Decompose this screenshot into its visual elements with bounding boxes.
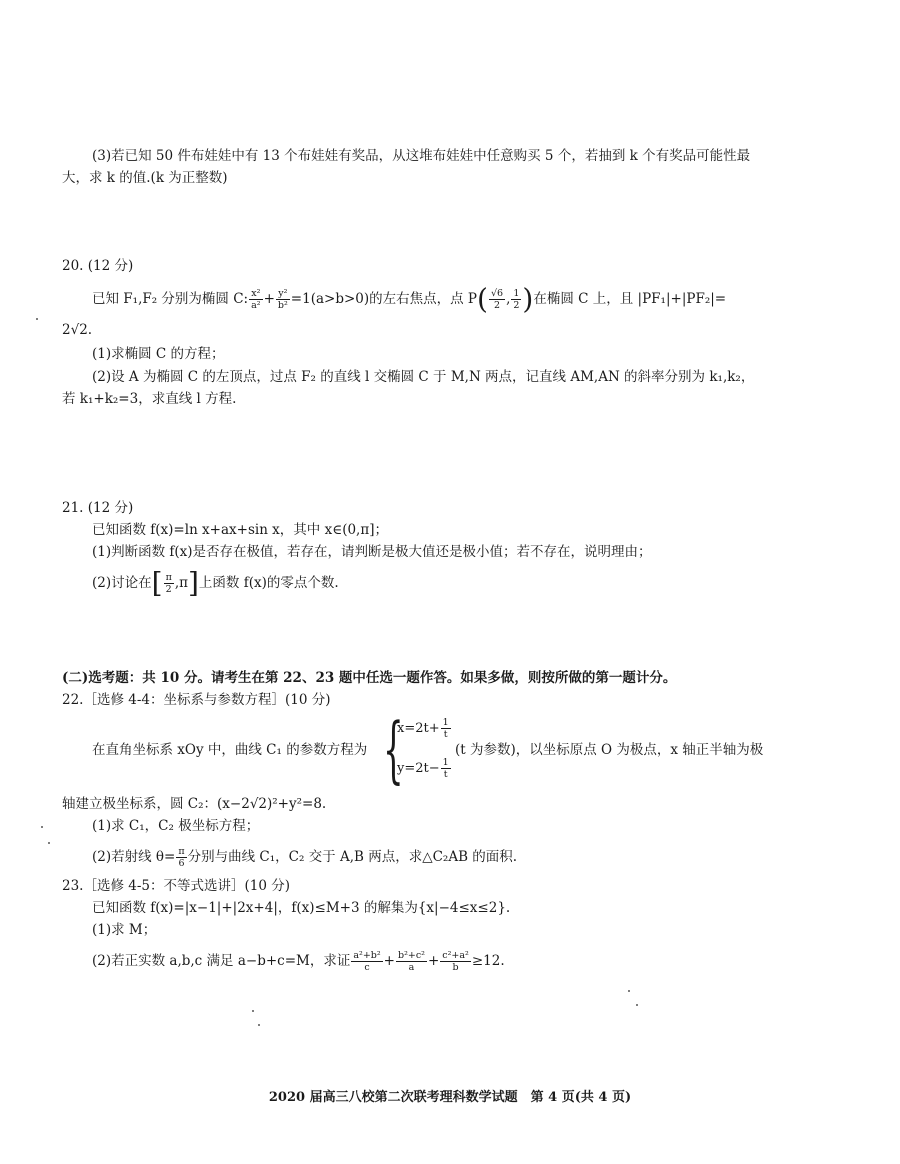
q20-stem-cont: 2√2. xyxy=(62,322,93,338)
scan-speck xyxy=(36,318,38,320)
q21-part1: (1)判断函数 f(x)是否存在极值，若存在，请判断是极大值还是极小值；若不存在，说明理由； xyxy=(92,544,652,560)
q20-part2-line1: (2)设 A 为椭圆 C 的左顶点，过点 F₂ 的直线 l 交椭圆 C 于 M,N 两点，记直线 AM,AN 的斜率分别为 k₁,k₂， xyxy=(92,369,755,385)
q21-part2-mid: ,π xyxy=(174,575,188,591)
q23-part2-a: (2)若正实数 a,b,c 满足 a−b+c=M，求证 xyxy=(92,953,351,969)
scan-speck xyxy=(48,842,50,844)
q21-stem: 已知函数 f(x)=ln x+ax+sin x，其中 x∈(0,π]； xyxy=(92,522,388,538)
q20-part1: (1)求椭圆 C 的方程； xyxy=(92,346,225,362)
q21-right-bracket: ] xyxy=(187,566,199,600)
q21-part2 xyxy=(92,566,339,600)
q20-stem-a: 已知 F₁,F₂ 分别为椭圆 C: xyxy=(92,291,249,307)
q23-part2-end: ≥12. xyxy=(471,953,505,969)
q20-stem-b: =1(a>b>0)的左右焦点，点 P xyxy=(290,291,478,307)
q20-right-paren: ) xyxy=(522,282,534,316)
q21-frac-pi-2: $\frac{\pi}{2}$ xyxy=(165,572,172,595)
q19-part3-line2: 大，求 k 的值.(k 为正整数) xyxy=(62,170,228,186)
q21-left-bracket: [ xyxy=(151,566,163,600)
scan-speck xyxy=(636,1004,638,1006)
q23-part2: (2)若正实数 a,b,c 满足 a−b+c=M，求证 $\frac{\text{a²+b²}}{c}$ + $\frac{\text{b²+c²}}{a}$ + $\frac{\text{c²+a²}}{b}$ ≥12. xyxy=(92,950,505,973)
q22-part2-a: (2)若射线 θ= xyxy=(92,849,176,865)
q21-header: 21. (12 分) xyxy=(62,500,134,516)
q20-frac-y2b2: $\frac{\text{y²}}{\text{b²}}$ xyxy=(277,288,288,311)
q22-param-system xyxy=(383,707,453,791)
q20-stem-c: 在椭圆 C 上，且 |PF₁|+|PF₂|= xyxy=(533,291,727,307)
q23-header: 23.［选修 4-5：不等式选讲］(10 分) xyxy=(62,878,291,894)
q23-frac-2: $\frac{\text{b²+c²}}{a}$ xyxy=(397,950,425,973)
q20-frac-1-2: $\frac{1}{2}$ xyxy=(513,288,520,311)
q22-frac-pi-6: $\frac{\pi}{6}$ xyxy=(178,846,185,869)
q21-part2-b: 上函数 f(x)的零点个数. xyxy=(198,575,339,591)
q22-header: 22.［选修 4-4：坐标系与参数方程］(10 分) xyxy=(62,692,331,708)
q23-frac-1: $\frac{\text{a²+b²}}{c}$ xyxy=(353,950,381,973)
scan-speck xyxy=(252,1010,254,1012)
q22-eq2: y=2t− $\frac{1}{t}$ xyxy=(397,757,449,780)
q22-brace: { xyxy=(383,707,404,791)
q20-left-paren: ( xyxy=(477,282,488,316)
q20-stem: 已知 F₁,F₂ 分别为椭圆 C: $\frac{\text{x²}}{\text{a²}}$ + $\frac{\text{y²}}{\text{b²}}$ =1(a>b>0)的左右焦点，点 P( $\frac{√6}{2}$ , $\frac{1}{2}$ )在椭圆 C 上，且 |PF₁|+|PF₂|= xyxy=(92,282,727,316)
optional-intro: (二)选考题：共 10 分。请考生在第 22、23 题中任选一题作答。如果多做，则按所做的第一题计分。 xyxy=(62,670,677,686)
q20-plus: + xyxy=(263,291,275,307)
page-footer: 2020 届高三八校第二次联考理科数学试题 第 4 页(共 4 页) xyxy=(268,1090,632,1105)
q22-part2-b: 分别与曲线 C₁，C₂ 交于 A,B 两点，求△C₂AB 的面积. xyxy=(187,849,518,865)
scan-speck xyxy=(258,1024,260,1026)
scan-speck xyxy=(628,990,630,992)
q22-eq1: x=2t+ $\frac{1}{t}$ xyxy=(397,717,449,740)
q22-part2 xyxy=(92,846,517,869)
q23-stem: 已知函数 f(x)=|x−1|+|2x+4|，f(x)≤M+3 的解集为{x|−4≤x≤2}. xyxy=(92,900,511,916)
q22-stem-b: (t 为参数)，以坐标原点 O 为极点，x 轴正半轴为极 xyxy=(455,742,764,758)
q20-header: 20. (12 分) xyxy=(62,258,134,274)
q23-part1: (1)求 M； xyxy=(92,922,157,938)
q22-stem-cont: 轴建立极坐标系，圆 C₂：(x−2√2)²+y²=8. xyxy=(62,796,327,812)
q19-part3-line1: (3)若已知 50 件布娃娃中有 13 个布娃娃有奖品，从这堆布娃娃中任意购买 5 个，若抽到 k 个有奖品可能性最 xyxy=(92,148,751,164)
q22-part1: (1)求 C₁，C₂ 极坐标方程； xyxy=(92,818,260,834)
q22-stem-a: 在直角坐标系 xOy 中，曲线 C₁ 的参数方程为 xyxy=(92,742,368,758)
q21-part2-a: (2)讨论在 xyxy=(92,575,152,591)
q23-frac-3: $\frac{\text{c²+a²}}{b}$ xyxy=(442,950,469,973)
q20-frac-x2a2: $\frac{\text{x²}}{\text{a²}}$ xyxy=(251,288,261,311)
q20-frac-sqrt6-2: $\frac{√6}{2}$ xyxy=(490,288,504,311)
scan-speck xyxy=(41,826,43,828)
q20-part2-line2: 若 k₁+k₂=3，求直线 l 方程. xyxy=(62,391,237,407)
